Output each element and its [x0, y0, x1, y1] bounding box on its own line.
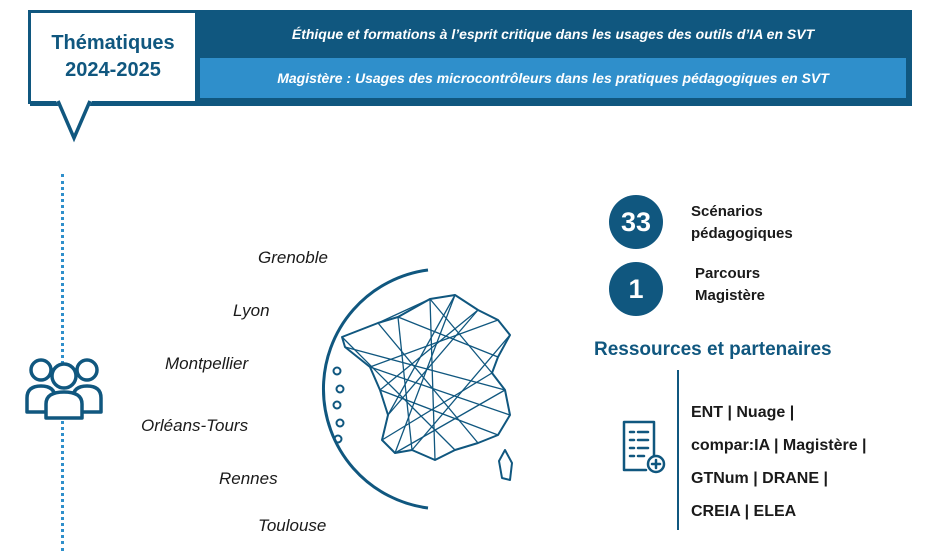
city-label: Orléans-Tours	[141, 416, 249, 435]
resources-divider	[677, 370, 679, 530]
document-add-icon	[620, 418, 668, 476]
scenarios-label: Scénarios pédagogiques	[691, 203, 793, 242]
france-network-map-icon	[300, 265, 530, 515]
scenarios-count-badge: 33	[609, 195, 663, 249]
resource-line: GTNum | DRANE |	[691, 470, 828, 487]
parcours-count-badge: 1	[609, 262, 663, 316]
callout-year: 2024-2025	[65, 59, 161, 81]
city-label: Toulouse	[258, 516, 327, 535]
banner-line-1: Éthique et formations à l’esprit critique dans les usages des outils d’IA en SVT	[200, 14, 906, 54]
city-label: Lyon	[233, 301, 270, 320]
parcours-label: Parcours Magistère	[695, 265, 766, 304]
people-group-icon	[24, 352, 104, 422]
resource-line: compar:IA | Magistère |	[691, 437, 867, 454]
callout-title: Thématiques	[51, 32, 175, 54]
resources-title: Ressources et partenaires	[594, 339, 832, 360]
resource-line: ENT | Nuage |	[691, 404, 795, 421]
city-label: Montpellier	[165, 354, 249, 373]
city-label: Grenoble	[258, 248, 328, 267]
callout-pointer-icon	[56, 100, 96, 144]
banner-line-2: Magistère : Usages des microcontrôleurs dans les pratiques pédagogiques en SVT	[200, 58, 906, 98]
city-label: Rennes	[219, 469, 278, 488]
resource-line: CREIA | ELEA	[691, 503, 797, 520]
themes-callout	[28, 10, 198, 104]
